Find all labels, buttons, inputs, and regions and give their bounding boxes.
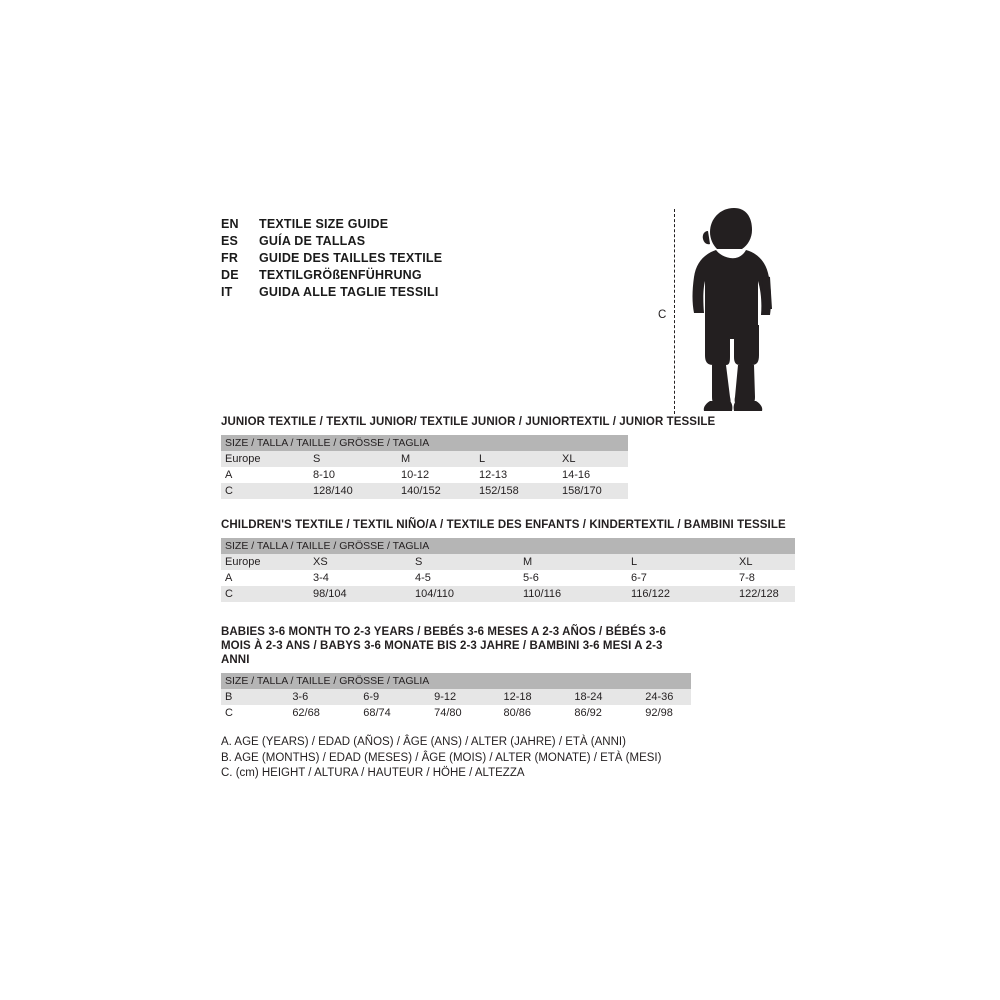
language-row: [221, 233, 641, 250]
cell: 86/92: [574, 705, 645, 721]
cell: L: [479, 451, 562, 467]
cell: 18-24: [574, 689, 645, 705]
cell: 62/68: [292, 705, 363, 721]
language-row: [221, 284, 641, 301]
cell: 12-18: [504, 689, 575, 705]
section-title: BABIES 3-6 MONTH TO 2-3 YEARS / BEBÉS 3-6 MESES A 2-3 AÑOS / BÉBÉS 3-6 MOIS À 2-3 ANS / BABYS 3-6 MONATE BIS 2-3 JAHRE / BAMBINI 3-6 MESI A 2-3 ANNI: [221, 626, 666, 666]
cell: 3-6: [292, 689, 363, 705]
table-row: [221, 570, 795, 586]
cell: XS: [313, 554, 415, 570]
cell: 128/140: [313, 483, 401, 499]
cell: 6-9: [363, 689, 434, 705]
junior-size-table: [221, 435, 628, 499]
section-babies-textile: [221, 625, 691, 721]
row-label: Europe: [221, 554, 313, 570]
row-label: A: [221, 570, 313, 586]
cell: 10-12: [401, 467, 479, 483]
language-title: GUÍA DE TALLAS: [259, 234, 366, 248]
cell: 8-10: [313, 467, 401, 483]
table-row: [221, 689, 691, 705]
cell: L: [631, 554, 739, 570]
language-title: GUIDE DES TAILLES TEXTILE: [259, 251, 443, 265]
babies-size-table: [221, 673, 691, 721]
cell: 98/104: [313, 586, 415, 602]
cell: 4-5: [415, 570, 523, 586]
language-title: GUIDA ALLE TAGLIE TESSILI: [259, 285, 439, 299]
table-header-label: SIZE / TALLA / TAILLE / GRÖSSE / TAGLIA: [221, 673, 691, 689]
row-label: C: [221, 705, 292, 721]
table-row: [221, 705, 691, 721]
table-row: [221, 586, 795, 602]
cell: S: [313, 451, 401, 467]
cell: 5-6: [523, 570, 631, 586]
language-code: ES: [221, 234, 239, 248]
language-code: EN: [221, 217, 239, 231]
cell: 24-36: [645, 689, 691, 705]
table-header-label: SIZE / TALLA / TAILLE / GRÖSSE / TAGLIA: [221, 538, 795, 554]
row-label: C: [221, 483, 313, 499]
section-title: CHILDREN'S TEXTILE / TEXTIL NIÑO/A / TEXTILE DES ENFANTS / KINDERTEXTIL / BAMBINI TESSILE: [221, 519, 786, 531]
cell: 6-7: [631, 570, 739, 586]
language-title: TEXTILE SIZE GUIDE: [259, 217, 389, 231]
cell: 122/128: [739, 586, 795, 602]
language-code: IT: [221, 285, 233, 299]
legend-line-a: A. AGE (YEARS) / EDAD (AÑOS) / ÂGE (ANS) / ALTER (JAHRE) / ETÀ (ANNI): [221, 736, 626, 748]
table-row: [221, 483, 628, 499]
table-header-label: SIZE / TALLA / TAILLE / GRÖSSE / TAGLIA: [221, 435, 628, 451]
language-row: [221, 267, 641, 284]
cell: M: [523, 554, 631, 570]
height-label-c: C: [658, 309, 667, 321]
cell: 3-4: [313, 570, 415, 586]
cell: 14-16: [562, 467, 628, 483]
row-label: A: [221, 467, 313, 483]
language-row: [221, 250, 641, 267]
section-title: JUNIOR TEXTILE / TEXTIL JUNIOR/ TEXTILE JUNIOR / JUNIORTEXTIL / JUNIOR TESSILE: [221, 416, 716, 428]
table-header-row: [221, 673, 691, 689]
table-row: [221, 467, 628, 483]
children-size-table: [221, 538, 795, 602]
section-junior-textile: [221, 415, 715, 499]
cell: 140/152: [401, 483, 479, 499]
child-silhouette-icon: [672, 205, 792, 417]
language-title: TEXTILGRÖßENFÜHRUNG: [259, 268, 422, 282]
cell: 12-13: [479, 467, 562, 483]
table-header-row: [221, 538, 795, 554]
table-row: [221, 451, 628, 467]
row-label: B: [221, 689, 292, 705]
cell: 116/122: [631, 586, 739, 602]
cell: 104/110: [415, 586, 523, 602]
cell: 158/170: [562, 483, 628, 499]
cell: 92/98: [645, 705, 691, 721]
cell: 110/116: [523, 586, 631, 602]
legend-line-b: B. AGE (MONTHS) / EDAD (MESES) / ÂGE (MOIS) / ALTER (MONATE) / ETÀ (MESI): [221, 751, 662, 764]
section-childrens-textile: [221, 518, 795, 602]
language-header-block: [221, 216, 641, 301]
language-code: FR: [221, 251, 239, 265]
cell: 152/158: [479, 483, 562, 499]
cell: 74/80: [434, 705, 503, 721]
cell: M: [401, 451, 479, 467]
cell: S: [415, 554, 523, 570]
cell: XL: [739, 554, 795, 570]
row-label: C: [221, 586, 313, 602]
row-label: Europe: [221, 451, 313, 467]
cell: 7-8: [739, 570, 795, 586]
language-row: [221, 216, 641, 233]
legend-line-c: C. (cm) HEIGHT / ALTURA / HAUTEUR / HÖHE / ALTEZZA: [221, 767, 525, 779]
table-row: [221, 554, 795, 570]
legend-block: [221, 735, 661, 782]
cell: XL: [562, 451, 628, 467]
height-measurement-figure: [650, 205, 800, 420]
cell: 80/86: [504, 705, 575, 721]
cell: 68/74: [363, 705, 434, 721]
table-header-row: [221, 435, 628, 451]
cell: 9-12: [434, 689, 503, 705]
language-code: DE: [221, 268, 239, 282]
